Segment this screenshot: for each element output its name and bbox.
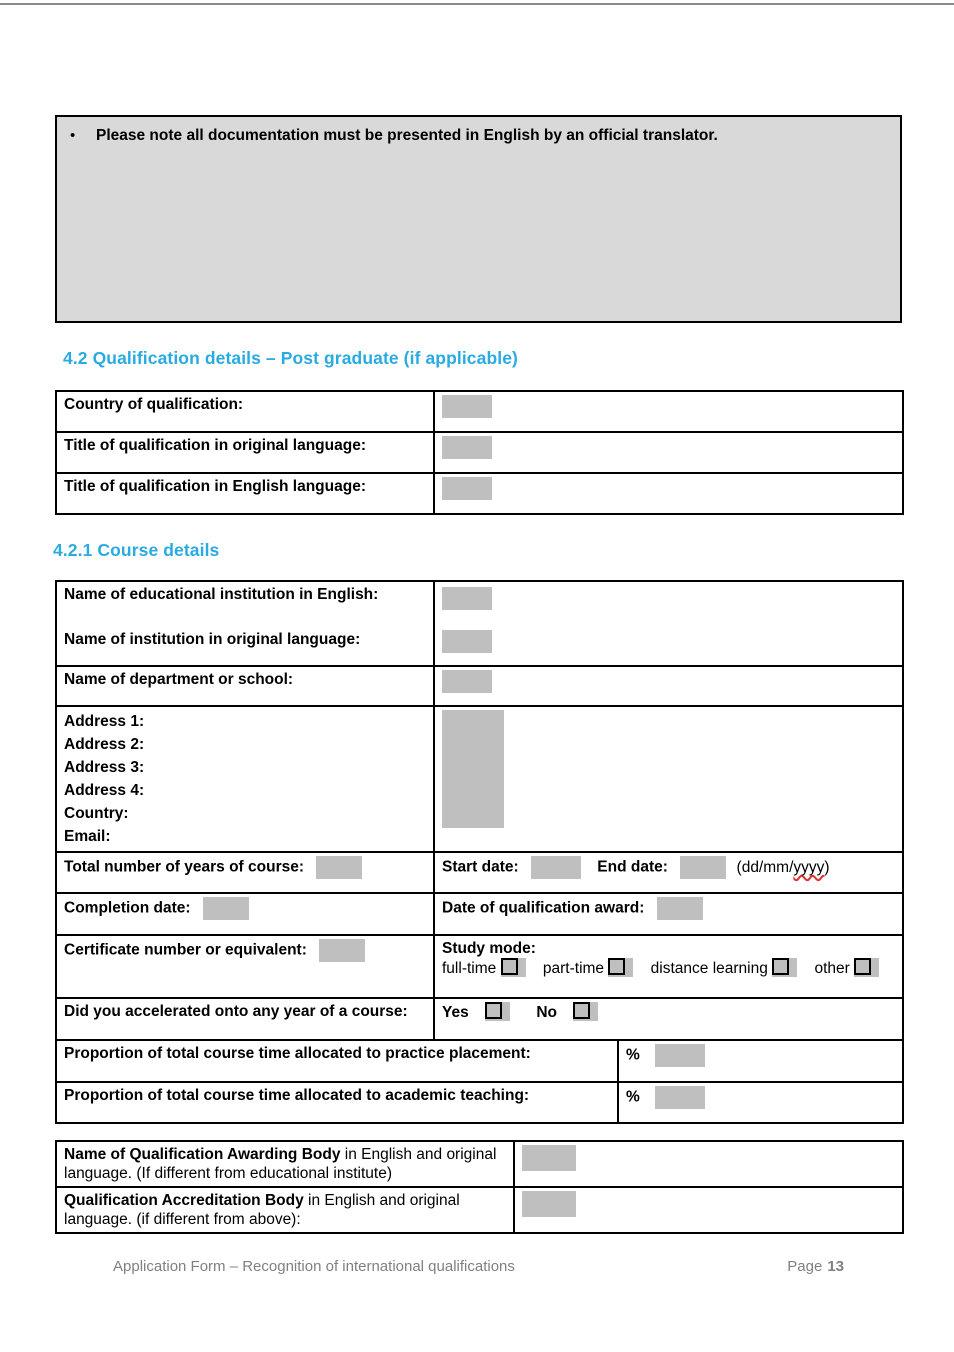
table-row xyxy=(56,935,903,998)
department-field[interactable] xyxy=(442,670,492,693)
address-labels xyxy=(56,706,434,852)
table-row xyxy=(56,893,903,935)
award-date-label: Date of qualification award: xyxy=(442,899,645,917)
academic-percent-field[interactable] xyxy=(655,1086,705,1109)
institution-english-label: Name of educational institution in English: xyxy=(64,586,379,603)
address-field[interactable] xyxy=(442,710,504,828)
country-label: Country: xyxy=(64,805,129,822)
institution-english-field[interactable] xyxy=(442,587,492,610)
note-text: Please note all documentation must be presented in English by an official translator. xyxy=(96,127,718,144)
note-box xyxy=(55,115,902,323)
completion-date-label: Completion date: xyxy=(64,899,191,917)
section-42-heading: 4.2 Qualification details – Post graduate (if applicable) xyxy=(63,348,518,368)
section-421-heading: 4.2.1 Course details xyxy=(53,540,220,560)
title-english-language-field[interactable] xyxy=(442,477,492,500)
end-date-label: End date: xyxy=(597,858,668,876)
table-row xyxy=(56,391,903,432)
table-row xyxy=(56,666,903,706)
academic-teaching-label: Proportion of total course time allocated to academic teaching: xyxy=(64,1087,530,1104)
accreditation-body-label-rest: in English and original language. (if different from above): xyxy=(64,1192,460,1228)
other-label: other xyxy=(814,960,850,977)
study-mode-label: Study mode: xyxy=(442,940,536,957)
total-years-label: Total number of years of course: xyxy=(64,858,305,876)
table-row xyxy=(56,473,903,514)
department-label: Name of department or school: xyxy=(64,671,294,688)
table-row xyxy=(56,1141,903,1187)
no-checkbox[interactable] xyxy=(573,1002,598,1021)
study-mode-options xyxy=(442,958,895,978)
accelerated-label: Did you accelerated onto any year of a course: xyxy=(64,1003,408,1020)
distance-learning-label: distance learning xyxy=(650,960,768,977)
other-checkbox[interactable] xyxy=(854,958,879,977)
institution-original-label: Name of institution in original language: xyxy=(64,631,361,648)
country-of-qualification-label: Country of qualification: xyxy=(64,396,244,413)
certificate-field[interactable] xyxy=(319,939,365,962)
awarding-body-label-rest: in English and original language. (If different from educational institute) xyxy=(64,1146,497,1182)
qualification-table xyxy=(55,390,904,515)
certificate-label: Certificate number or equivalent: xyxy=(64,941,307,959)
start-date-field[interactable] xyxy=(531,856,581,879)
accreditation-body-field[interactable] xyxy=(522,1191,576,1217)
address-4-label: Address 4: xyxy=(64,782,145,799)
award-date-field[interactable] xyxy=(657,897,703,920)
awarding-body-table xyxy=(55,1140,904,1234)
bullet-icon: • xyxy=(70,127,76,144)
full-time-label: full-time xyxy=(442,960,497,977)
title-original-language-label: Title of qualification in original language: xyxy=(64,437,366,454)
start-date-label: Start date: xyxy=(442,858,519,876)
no-label: No xyxy=(536,1004,558,1021)
table-row xyxy=(56,998,903,1040)
country-of-qualification-field[interactable] xyxy=(442,395,492,418)
address-3-label: Address 3: xyxy=(64,759,145,776)
part-time-label: part-time xyxy=(542,960,605,977)
practice-placement-label: Proportion of total course time allocated to practice placement: xyxy=(64,1045,531,1062)
title-original-language-field[interactable] xyxy=(442,436,492,459)
address-2-label: Address 2: xyxy=(64,736,145,753)
practice-percent-symbol: % xyxy=(626,1046,640,1064)
date-format-yyyy: yyyy xyxy=(793,858,825,876)
distance-learning-checkbox[interactable] xyxy=(772,958,797,977)
practice-percent-field[interactable] xyxy=(655,1044,705,1067)
table-row xyxy=(56,1040,903,1082)
footer-page xyxy=(787,1258,844,1275)
table-row xyxy=(56,1187,903,1233)
date-format-hint: (dd/mm/yyyy) xyxy=(736,858,830,876)
yes-checkbox[interactable] xyxy=(485,1002,510,1021)
completion-date-field[interactable] xyxy=(203,897,249,920)
academic-percent-symbol: % xyxy=(626,1088,640,1106)
table-row xyxy=(56,581,903,666)
page-label: Page xyxy=(787,1258,823,1275)
footer-title: Application Form – Recognition of international qualifications xyxy=(113,1258,515,1275)
table-row xyxy=(56,852,903,893)
part-time-checkbox[interactable] xyxy=(608,958,633,977)
table-row xyxy=(56,1082,903,1123)
institution-original-field[interactable] xyxy=(442,630,492,653)
page-number: 13 xyxy=(827,1258,844,1275)
email-label: Email: xyxy=(64,828,111,845)
footer xyxy=(0,1258,954,1275)
page-top-rule xyxy=(0,3,954,5)
table-row xyxy=(56,706,903,852)
awarding-body-label-bold: Name of Qualification Awarding Body xyxy=(64,1146,341,1163)
full-time-checkbox[interactable] xyxy=(501,958,526,977)
accreditation-body-label-bold: Qualification Accreditation Body xyxy=(64,1192,304,1209)
end-date-field[interactable] xyxy=(680,856,726,879)
title-english-language-label: Title of qualification in English language: xyxy=(64,478,366,495)
awarding-body-field[interactable] xyxy=(522,1145,576,1171)
yes-label: Yes xyxy=(442,1004,469,1021)
course-details-table xyxy=(55,580,904,1124)
address-1-label: Address 1: xyxy=(64,713,145,730)
table-row xyxy=(56,432,903,473)
total-years-field[interactable] xyxy=(316,856,362,879)
